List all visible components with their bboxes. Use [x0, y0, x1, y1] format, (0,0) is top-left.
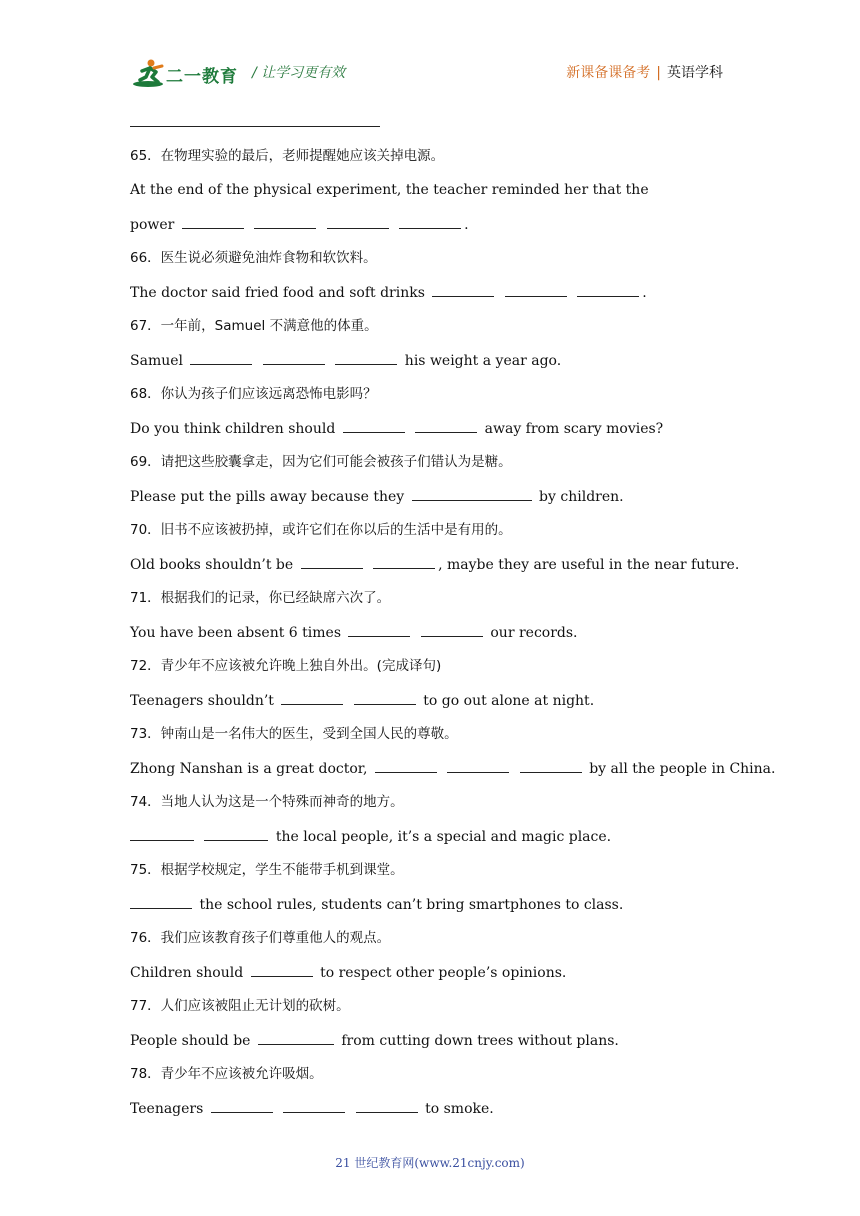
- question-76-prompt: 76．我们应该教育孩子们尊重他人的观点。: [130, 930, 391, 946]
- question-68-line: [130, 418, 730, 452]
- logo-text: 二一教育: [166, 67, 238, 87]
- question-77-prompt: 77．人们应该被阻止无计划的砍树。: [130, 998, 350, 1014]
- question-67-line: [130, 350, 730, 384]
- answer-blank[interactable]: [258, 1030, 334, 1045]
- header-subject-label: 英语学科: [667, 65, 723, 81]
- answer-blank[interactable]: [447, 758, 509, 773]
- question-78-end: to smoke.: [420, 1101, 494, 1117]
- answer-blank[interactable]: [348, 622, 410, 637]
- slogan: / 让学习更有效: [252, 65, 346, 81]
- logo: [132, 58, 242, 88]
- question-75-text: the school rules, students can’t bring smartphones to class.: [195, 897, 624, 913]
- answer-blank[interactable]: [190, 350, 252, 365]
- answer-blank[interactable]: [283, 1098, 345, 1113]
- answer-blank[interactable]: [182, 214, 244, 229]
- question-70-end: , maybe they are useful in the near future.: [438, 557, 740, 573]
- answer-blank[interactable]: [505, 282, 567, 297]
- answer-blank[interactable]: [251, 962, 313, 977]
- question-73-line: [130, 758, 776, 792]
- header-subject: [566, 62, 723, 82]
- question-68-text: Do you think children should: [130, 421, 340, 437]
- question-69-prompt: 69．请把这些胶囊拿走，因为它们可能会被孩子们错认为是糖。: [130, 454, 512, 470]
- answer-blank[interactable]: [335, 350, 397, 365]
- question-71-line: [130, 622, 730, 656]
- question-66-prompt: 66．医生说必须避免油炸食物和软饮料。: [130, 250, 377, 266]
- question-65-line-1: At the end of the physical experiment, the teacher reminded her that the: [130, 182, 649, 198]
- header-separator: |: [656, 65, 661, 81]
- question-68-prompt: 68．你认为孩子们应该远离恐怖电影吗？: [130, 386, 377, 402]
- question-66-end: .: [642, 285, 647, 301]
- question-75-prompt: 75．根据学校规定，学生不能带手机到课堂。: [130, 862, 404, 878]
- answer-blank[interactable]: [421, 622, 483, 637]
- question-72-end: to go out alone at night.: [418, 693, 595, 709]
- answer-blank[interactable]: [373, 554, 435, 569]
- page-header: [0, 0, 860, 100]
- question-72-line: [130, 690, 730, 724]
- question-74-prompt: 74．当地人认为这是一个特殊而神奇的地方。: [130, 794, 404, 810]
- question-69-text: Please put the pills away because they: [130, 489, 409, 505]
- question-65-end: .: [464, 217, 469, 233]
- answer-blank[interactable]: [130, 826, 194, 841]
- question-70-line: [130, 554, 740, 588]
- question-73-text: Zhong Nanshan is a great doctor,: [130, 761, 372, 777]
- question-66-text: The doctor said fried food and soft drinks: [130, 285, 430, 301]
- answer-blank[interactable]: [412, 486, 532, 501]
- question-77-end: from cutting down trees without plans.: [336, 1033, 619, 1049]
- question-78-line: [130, 1098, 730, 1132]
- answer-blank[interactable]: [254, 214, 316, 229]
- answer-blank[interactable]: [327, 214, 389, 229]
- question-76-line: [130, 962, 730, 996]
- question-65-line-2: [130, 214, 730, 248]
- answer-blank[interactable]: [577, 282, 639, 297]
- question-68-end: away from scary movies?: [480, 421, 664, 437]
- question-list: [130, 146, 776, 1132]
- question-69-end: by children.: [534, 489, 624, 505]
- question-74-text: the local people, it’s a special and magic place.: [271, 829, 612, 845]
- answer-blank[interactable]: [356, 1098, 418, 1113]
- question-73-end: by all the people in China.: [584, 761, 776, 777]
- question-67-text: Samuel: [130, 353, 188, 369]
- question-72-text: Teenagers shouldn’t: [130, 693, 279, 709]
- answer-blank[interactable]: [375, 758, 437, 773]
- answer-blank[interactable]: [415, 418, 477, 433]
- answer-blank[interactable]: [130, 894, 192, 909]
- question-69-line: [130, 486, 730, 520]
- top-divider: [130, 126, 380, 127]
- question-70-prompt: 70．旧书不应该被扔掉，或许它们在你以后的生活中是有用的。: [130, 522, 512, 538]
- question-67-end: his weight a year ago.: [400, 353, 562, 369]
- runner-logo-icon: [132, 58, 166, 88]
- question-67-prompt: 67．一年前，Samuel 不满意他的体重。: [130, 318, 378, 334]
- question-77-line: [130, 1030, 730, 1064]
- question-74-line: [130, 826, 730, 860]
- question-72-prompt: 72．青少年不应该被允许晚上独自外出。(完成译句): [130, 658, 442, 674]
- answer-blank[interactable]: [204, 826, 268, 841]
- question-73-prompt: 73．钟南山是一名伟大的医生，受到全国人民的尊敬。: [130, 726, 458, 742]
- question-78-text: Teenagers: [130, 1101, 208, 1117]
- answer-blank[interactable]: [354, 690, 416, 705]
- question-71-end: our records.: [485, 625, 578, 641]
- answer-blank[interactable]: [343, 418, 405, 433]
- page-footer: 21 世纪教育网(www.21cnjy.com): [335, 1156, 525, 1170]
- answer-blank[interactable]: [301, 554, 363, 569]
- question-71-prompt: 71．根据我们的记录，你已经缺席六次了。: [130, 590, 391, 606]
- answer-blank[interactable]: [399, 214, 461, 229]
- question-75-line: [130, 894, 730, 928]
- answer-blank[interactable]: [281, 690, 343, 705]
- question-65-prompt: 65．在物理实验的最后，老师提醒她应该关掉电源。: [130, 148, 445, 164]
- question-76-end: to respect other people’s opinions.: [315, 965, 567, 981]
- answer-blank[interactable]: [520, 758, 582, 773]
- question-78-prompt: 78．青少年不应该被允许吸烟。: [130, 1066, 323, 1082]
- question-66-line: [130, 282, 730, 316]
- question-70-text: Old books shouldn’t be: [130, 557, 298, 573]
- answer-blank[interactable]: [263, 350, 325, 365]
- question-71-text: You have been absent 6 times: [130, 625, 346, 641]
- answer-blank[interactable]: [211, 1098, 273, 1113]
- question-76-text: Children should: [130, 965, 248, 981]
- answer-blank[interactable]: [432, 282, 494, 297]
- question-77-text: People should be: [130, 1033, 255, 1049]
- header-course-label: 新课备课备考: [566, 65, 651, 81]
- question-65-text: power: [130, 217, 179, 233]
